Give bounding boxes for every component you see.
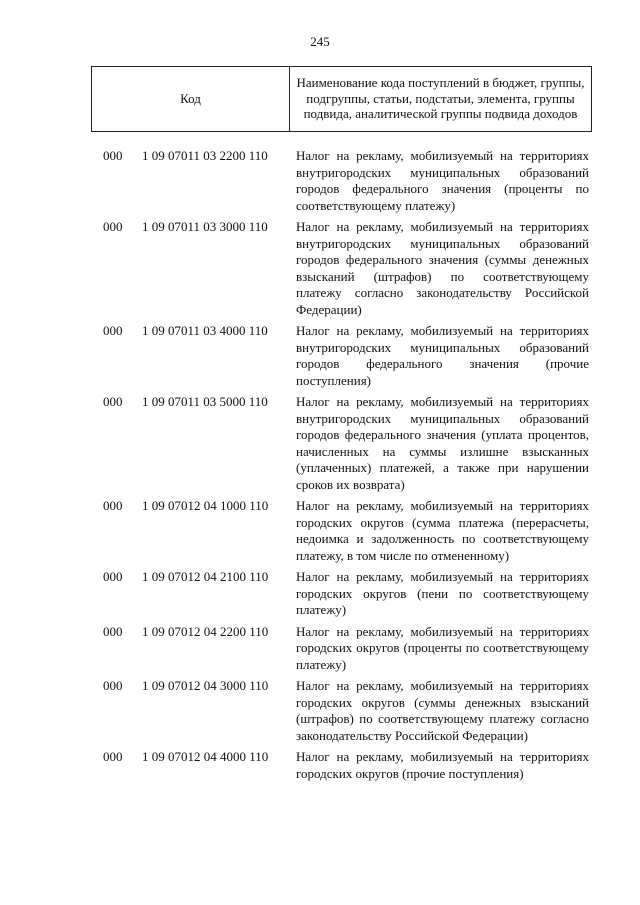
entry-prefix: 000 [103, 323, 123, 338]
entry-code: 1 09 07012 04 2200 110 [142, 623, 269, 639]
entries-list [0, 148, 640, 787]
entry-description: Налог на рекламу, мобилизуемый на территориях внутригородских муниципальных образований городов федерального значения (суммы денежных взысканий (штрафов) по соответствующему платежу согласно законодательству Российской Федерации) [296, 219, 589, 317]
entry-prefix: 000 [103, 569, 123, 584]
entry-description: Налог на рекламу, мобилизуемый на территориях внутригородских муниципальных образований городов федерального значения (уплата процентов, начисленных на суммы излишне взысканных (уплаченных) платежей, а также при нарушении сроков их возврата) [296, 394, 589, 492]
header-row [92, 67, 592, 132]
list-item [0, 749, 640, 782]
entry-description: Налог на рекламу, мобилизуемый на территориях городских округов (пени по соответствующему платежу) [296, 569, 589, 617]
list-item [0, 323, 640, 389]
page-number: 245 [310, 34, 330, 49]
entry-description: Налог на рекламу, мобилизуемый на территориях городских округов (суммы денежных взысканий (штрафов) по соответствующему платежу согласно законодательству Российской Федерации) [296, 678, 589, 743]
entry-prefix: 000 [103, 148, 123, 163]
list-item [0, 394, 640, 493]
entry-prefix: 000 [103, 623, 123, 639]
entry-code: 1 09 07012 04 4000 110 [142, 749, 269, 764]
entry-code: 1 09 07012 04 3000 110 [142, 678, 269, 693]
header-table [91, 66, 592, 132]
list-item [0, 498, 640, 564]
entry-description: Налог на рекламу, мобилизуемый на территориях внутригородских муниципальных образований городов федерального значения (прочие поступления) [296, 323, 589, 388]
list-item [0, 219, 640, 318]
list-item [0, 678, 640, 744]
entry-code: 1 09 07012 04 1000 110 [142, 498, 269, 513]
entry-prefix: 000 [103, 219, 123, 234]
entry-description: Налог на рекламу, мобилизуемый на территориях внутригородских муниципальных образований городов федерального значения (проценты по соответствующему платежу) [296, 148, 589, 213]
header-name-cell: Наименование кода поступлений в бюджет, группы, подгруппы, статьи, подстатьи, элемента, группы подвида, аналитической группы подвида доходов [290, 67, 592, 132]
entry-prefix: 000 [103, 498, 123, 513]
entry-code: 1 09 07011 03 5000 110 [142, 394, 268, 409]
entry-prefix: 000 [103, 678, 123, 693]
list-item [0, 569, 640, 619]
entry-description: Налог на рекламу, мобилизуемый на территориях городских округов (проценты по соответствующему платежу) [296, 623, 589, 672]
entry-code: 1 09 07011 03 4000 110 [142, 323, 268, 338]
entry-description: Налог на рекламу, мобилизуемый на территориях городских округов (сумма платежа (перерасчеты, недоимка и задолженность по соответствующему платежу, в том числе по отмененному) [296, 498, 589, 563]
entry-prefix: 000 [103, 394, 123, 409]
header-code-cell: Код [92, 67, 290, 132]
entry-code: 1 09 07011 03 2200 110 [142, 148, 268, 163]
entry-code: 1 09 07012 04 2100 110 [142, 569, 269, 584]
entry-description: Налог на рекламу, мобилизуемый на территориях городских округов (прочие поступления) [296, 749, 589, 781]
entry-code: 1 09 07011 03 3000 110 [142, 219, 268, 234]
entry-prefix: 000 [103, 749, 123, 764]
list-item [0, 624, 640, 674]
list-item [0, 148, 640, 214]
